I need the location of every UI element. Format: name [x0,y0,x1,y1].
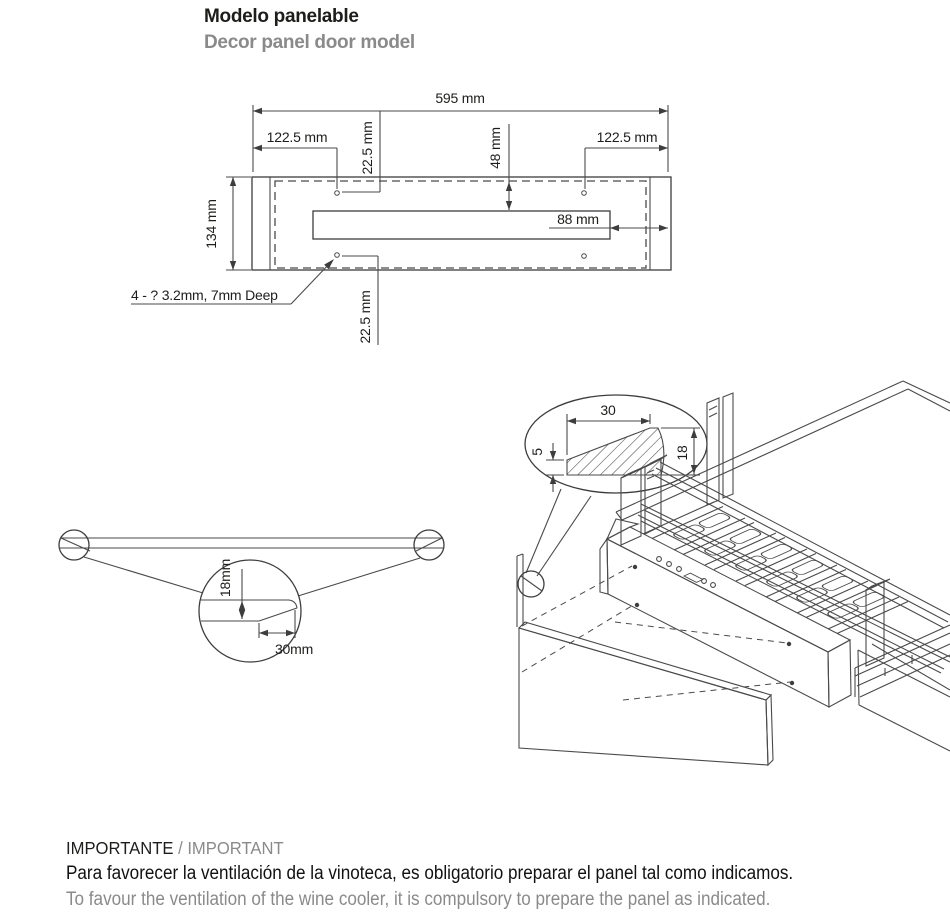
drawer-front-frame-face [607,539,829,707]
panel-front-drawing [131,90,671,345]
display [684,573,703,582]
title-english: Decor panel door model [204,32,415,53]
detail-dim-edge: 5 [529,448,545,456]
wedge-cross-section [567,428,664,475]
screw-dot [790,681,794,685]
screw-dot [787,642,791,646]
important-label-en: IMPORTANT [187,838,284,858]
dim-recess-right: 88 mm [557,211,599,227]
important-heading [66,835,834,861]
panel-side-view [59,530,444,662]
detail-dim-thickness: 18 [674,445,690,461]
hole-bottom-right [582,254,587,259]
dim-hole-bottom: 22.5 mm [357,290,373,344]
hole-bottom-left [335,253,340,258]
dim-hole-top: 22.5 mm [359,121,375,175]
important-note [66,835,874,913]
end-marker-left [59,530,89,560]
zoom-marker-circle [518,571,544,597]
holes-note: 4 - ? 3.2mm, 7mm Deep [131,287,278,303]
screw-dot [635,603,639,607]
note-english: To favour the ventilation of the wine cooler, it is compulsory to prepare the panel as indicated. [66,889,771,910]
dim-width: 595 mm [435,90,485,106]
dim-height: 134 mm [203,199,219,249]
isometric-illustration [517,381,950,765]
dim-hole-right: 122.5 mm [596,129,658,145]
control-panel [657,557,716,588]
hole-top-right [582,191,587,196]
important-separator: / [173,838,188,858]
hole-top-left [335,191,340,196]
decor-panel [519,628,768,765]
important-label-es: IMPORTANTE [66,838,174,858]
dim-recess-top: 48 mm [487,127,503,169]
screw-dot [633,565,637,569]
dim-hole-left: 122.5 mm [266,129,328,145]
sideview-dim-bevel: 30mm [274,641,314,657]
sideview-dim-thickness: 18mm [217,558,233,598]
title-spanish: Modelo panelable [204,6,359,27]
note-spanish: Para favorecer la ventilación de la vinoteca, es obligatorio preparar el panel tal como indicamos. [66,863,794,884]
shelf-slats [643,502,908,634]
detail-dim-width: 30 [600,402,616,418]
edge-profile-detail [525,395,707,576]
